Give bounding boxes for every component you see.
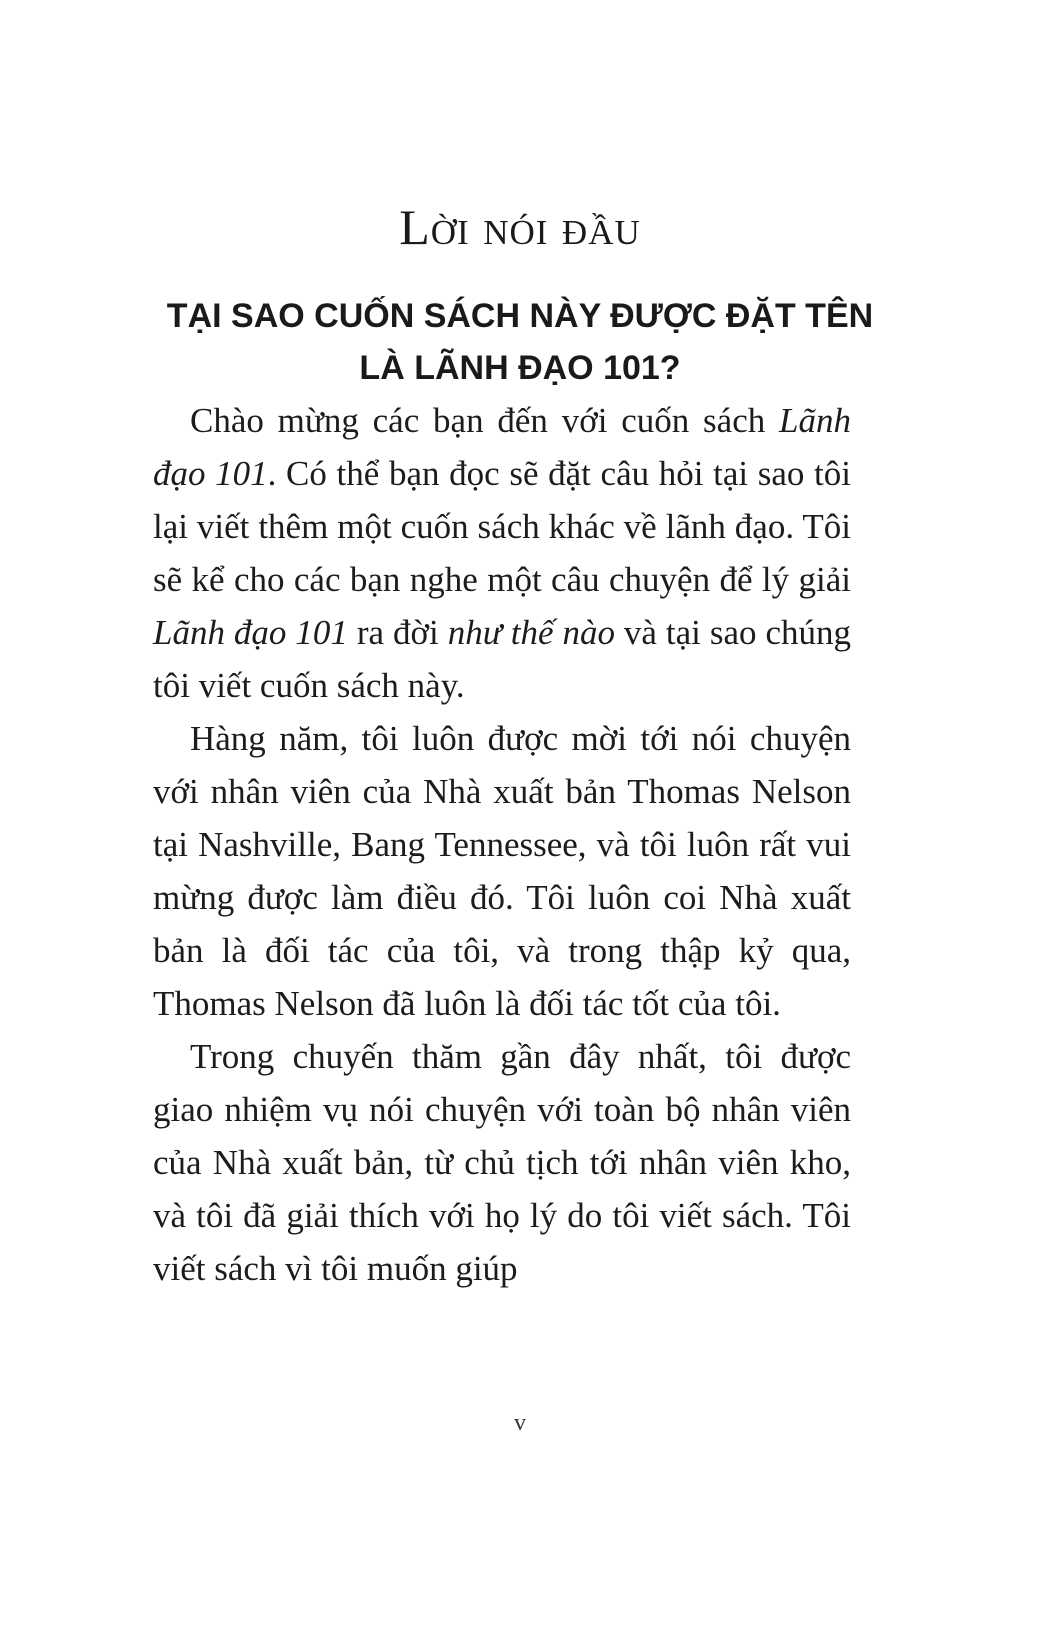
subtitle-line-2: LÀ LÃNH ĐẠO 101? (359, 349, 681, 387)
text-segment: Chào mừng các bạn đến với cuốn sách (190, 401, 780, 440)
text-segment: Trong chuyến thăm gần đây nhất, tôi được giao nhiệm vụ nói chuyện với toàn bộ nhân viên của Nhà xuất bản, từ chủ tịch tới nhân viên kho, và tôi đã giải thích với họ lý do tôi viết sách. Tôi viết sách vì tôi muốn giúp (153, 1037, 851, 1288)
paragraph (153, 712, 851, 1030)
body-text (153, 394, 851, 1295)
text-segment: Hàng năm, tôi luôn được mời tới nói chuyện với nhân viên của Nhà xuất bản Thomas Nelson tại Nashville, Bang Tennessee, và tôi luôn rất vui mừng được làm điều đó. Tôi luôn coi Nhà xuất bản là đối tác của tôi, và trong thập kỷ qua, Thomas Nelson đã luôn là đối tác tốt của tôi. (153, 719, 851, 1023)
chapter-title: Lời nói đầu (399, 199, 641, 255)
book-title-italic: Lãnh đạo 101 (153, 613, 348, 652)
emphasis-italic: như thế nào (447, 613, 615, 652)
page-number: v (514, 1410, 526, 1436)
paragraph (153, 1030, 851, 1295)
text-segment: ra đời (347, 613, 448, 652)
book-title-italic: Lãnh đạo 101 (153, 401, 851, 493)
text-segment: . Có thể bạn đọc sẽ đặt câu hỏi tại sao tôi lại viết thêm một cuốn sách khác về lãnh đạo. Tôi sẽ kể cho các bạn nghe một câu chuyện để lý giải (153, 454, 852, 599)
subtitle-line-1: TẠI SAO CUỐN SÁCH NÀY ĐƯỢC ĐẶT TÊN (166, 297, 874, 335)
chapter-subtitle (150, 290, 890, 394)
text-segment: và tại sao chúng tôi viết cuốn sách này. (153, 613, 851, 705)
paragraph (153, 394, 851, 712)
